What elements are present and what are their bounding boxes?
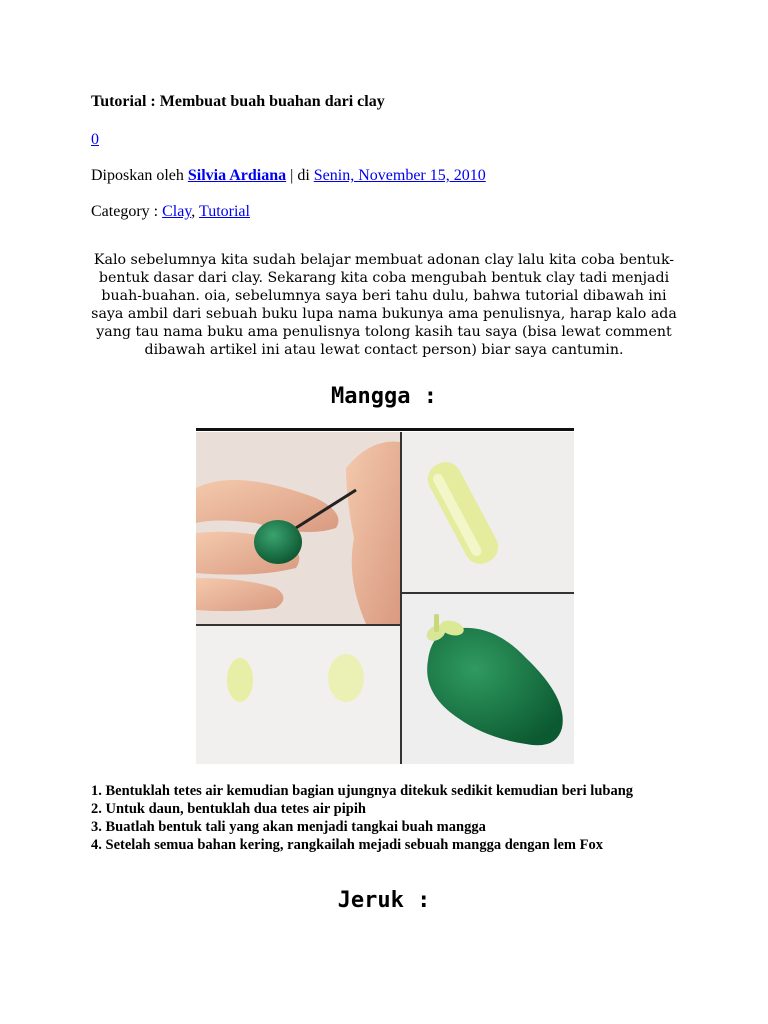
- list-item: 4. Setelah semua bahan kering, rangkailah mejadi sebuah mangga dengan lem Fox: [91, 837, 603, 853]
- post-meta: [91, 167, 486, 185]
- list-item: 3. Buatlah bentuk tali yang akan menjadi tangkai buah mangga: [91, 819, 486, 835]
- meta-separator: | di: [286, 167, 314, 184]
- post-title: Tutorial : Membuat buah buahan dari clay: [91, 93, 385, 110]
- section-heading-mangga: Mangga :: [331, 384, 437, 409]
- category-separator: ,: [191, 203, 199, 220]
- mango-tutorial-photo: [196, 428, 574, 764]
- intro-paragraph: Kalo sebelumnya kita sudah belajar membuat adonan clay lalu kita coba bentuk-bentuk dasar dari clay. Sekarang kita coba mengubah bentuk clay tadi menjadi buah-buahan. oia, sebelumnya saya beri tahu dulu, bahwa tutorial dibawah ini saya ambil dari sebuah buku lupa nama bukunya ama penulisnya, harap kalo ada yang tau nama buku ama penulisnya tolong kasih tau saya (bisa lewat comment dibawah artikel ini atau lewat contact person) biar saya cantumin.: [91, 252, 677, 359]
- category-link-tutorial[interactable]: Tutorial: [199, 203, 250, 220]
- photo-panel-leaf-drops: [196, 626, 400, 764]
- list-item: 1. Bentuklah tetes air kemudian bagian ujungnya ditekuk sedikit kemudian beri lubang: [91, 783, 634, 799]
- posted-by-label: Diposkan oleh: [91, 167, 188, 184]
- section-heading-jeruk: Jeruk :: [337, 888, 431, 913]
- photo-panel-finished-mango: [402, 594, 574, 764]
- category-link-clay[interactable]: Clay: [162, 203, 192, 220]
- photo-panel-hand-ball: [196, 432, 400, 624]
- category-label: Category :: [91, 203, 163, 220]
- post-date-link[interactable]: Senin, November 15, 2010: [313, 167, 486, 184]
- list-item: 2. Untuk daun, bentuklah dua tetes air pipih: [91, 801, 366, 817]
- comment-count-link[interactable]: 0: [91, 131, 99, 148]
- post-categories: [91, 203, 250, 221]
- author-link[interactable]: Silvia Ardiana: [187, 167, 287, 184]
- mango-steps-list: [91, 782, 633, 854]
- photo-panel-yellow-roll: [402, 432, 574, 592]
